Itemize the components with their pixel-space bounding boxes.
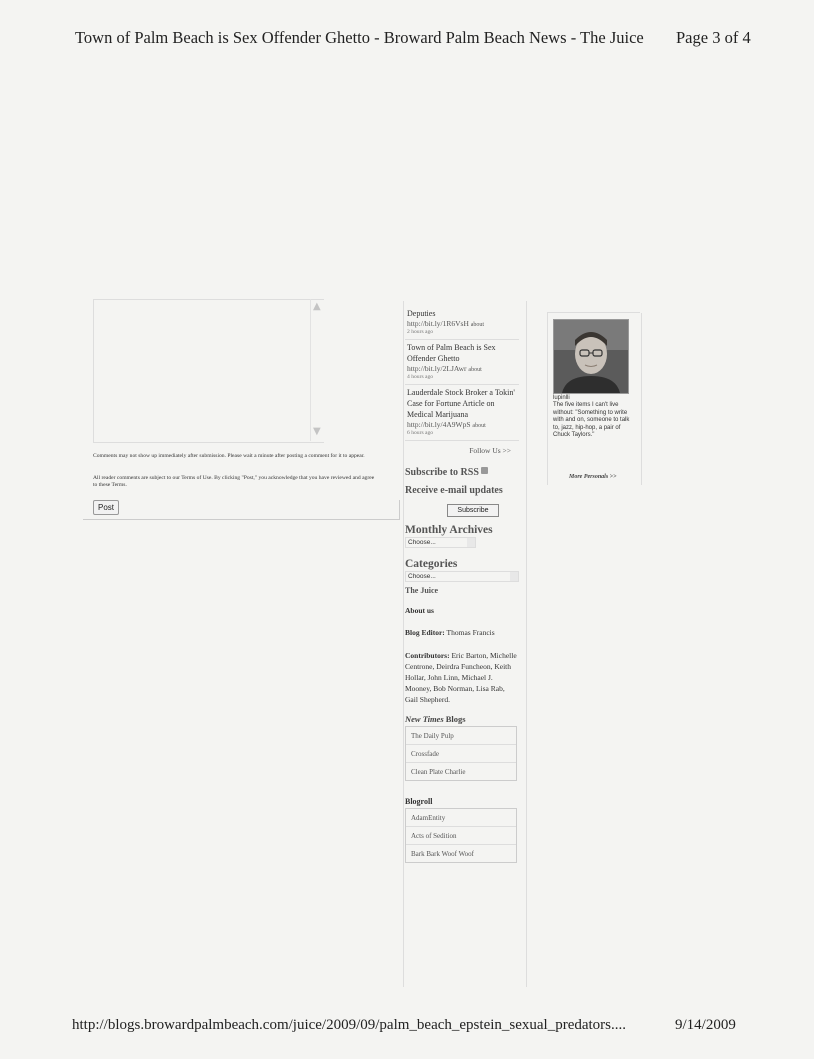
twitter-item-about: about <box>470 322 485 328</box>
twitter-item-link[interactable]: http://bit.ly/2LJAwr <box>407 364 467 373</box>
chevron-down-icon <box>467 538 475 547</box>
contributors-names: Eric Barton, Michelle Centrone, Deirdra Funcheon, Keith Hollar, John Linn, Michael J. Mooney, Bob Norman, Lisa Rab, Gail Shepherd. <box>405 651 517 704</box>
new-times-label: New Times <box>405 714 444 724</box>
follow-us-link[interactable]: Follow Us >> <box>469 446 511 455</box>
blog-editor-name: Thomas Francis <box>446 628 495 637</box>
rss-heading[interactable] <box>405 467 519 478</box>
post-button[interactable]: Post <box>93 500 119 515</box>
blogroll-heading: Blogroll <box>405 797 433 806</box>
divider <box>83 519 400 520</box>
sidebar <box>405 306 519 863</box>
twitter-item-about: about <box>472 423 486 429</box>
blogroll-link[interactable]: Acts of Sedition <box>406 827 516 845</box>
divider <box>399 500 400 520</box>
email-updates-heading: Receive e-mail updates <box>405 485 503 496</box>
blog-editor-label: Blog Editor: <box>405 628 445 637</box>
rss-icon <box>481 467 488 474</box>
twitter-item-time: 4 hours ago <box>407 374 434 380</box>
footer-date: 9/14/2009 <box>675 1017 736 1033</box>
twitter-item[interactable] <box>405 306 519 340</box>
sidebar-border <box>403 301 404 987</box>
twitter-item-time: 2 hours ago <box>407 329 434 335</box>
more-personals-link[interactable]: More Personals >> <box>569 474 617 480</box>
twitter-item-about: about <box>468 367 482 373</box>
twitter-item-title: Deputies <box>407 309 436 318</box>
the-juice-link[interactable]: The Juice <box>405 586 439 595</box>
personal-username[interactable]: lupinlli <box>553 395 570 401</box>
footer-url: http://blogs.browardpalmbeach.com/juice/2009/09/palm_beach_epstein_sexual_predators.... <box>72 1017 627 1033</box>
comment-scrollbar[interactable] <box>310 299 325 441</box>
archives-heading: Monthly Archives <box>405 524 493 536</box>
about-us-link[interactable]: About us <box>405 606 434 615</box>
twitter-item[interactable] <box>405 340 519 385</box>
personal-description: The five items I can't live without: "Something to write with and on, someone to talk to, jazz, hip-hop, a pair of Chuck Taylors." <box>553 402 630 438</box>
new-times-blogs-heading <box>405 714 519 724</box>
terms-note: All reader comments are subject to our Terms of Use. By clicking "Post," you acknowledge that you have reviewed and agree to these Terms. <box>93 475 375 488</box>
personal-photo[interactable] <box>553 319 629 394</box>
scroll-down-icon[interactable]: ▼ <box>313 426 321 437</box>
twitter-item-link[interactable]: http://bit.ly/1R6VsH <box>407 319 469 328</box>
twitter-item-title: Town of Palm Beach is Sex Offender Ghetto <box>407 343 496 363</box>
archives-select[interactable] <box>405 537 476 548</box>
blogroll-link[interactable]: AdamEntity <box>406 809 516 827</box>
blog-link[interactable]: Crossfade <box>406 745 516 763</box>
comment-delay-note: Comments may not show up immediately after submission. Please wait a minute after posting a comment for it to appear. <box>93 453 365 459</box>
archives-select-value: Choose... <box>408 539 436 546</box>
twitter-item-time: 6 hours ago <box>407 430 434 436</box>
blogroll-link[interactable]: Bark Bark Woof Woof <box>411 850 474 858</box>
sidebar-border <box>526 301 527 987</box>
rss-label: Subscribe to RSS <box>405 467 479 478</box>
blogs-label: Blogs <box>445 714 466 724</box>
contributors <box>405 650 519 705</box>
scroll-up-icon[interactable]: ▲ <box>313 301 321 312</box>
categories-select-value: Choose... <box>408 573 436 580</box>
new-times-blogs-list <box>405 726 517 781</box>
person-photo-image <box>554 320 628 393</box>
categories-select[interactable] <box>405 571 519 582</box>
blogroll-list <box>405 808 517 863</box>
blog-editor <box>405 627 519 638</box>
contributors-label: Contributors: <box>405 651 450 660</box>
twitter-item-title: Lauderdale Stock Broker a Tokin' Case for Fortune Article on Medical Marijuana <box>407 388 515 419</box>
categories-heading: Categories <box>405 558 458 570</box>
blog-link[interactable]: Clean Plate Charlie <box>411 768 466 776</box>
subscribe-button[interactable]: Subscribe <box>447 504 499 517</box>
blog-link[interactable]: The Daily Pulp <box>406 727 516 745</box>
page-number: Page 3 of 4 <box>676 28 751 47</box>
chevron-down-icon <box>510 572 518 581</box>
comment-textarea[interactable] <box>93 299 324 443</box>
twitter-item[interactable] <box>405 385 519 441</box>
twitter-item-link[interactable]: http://bit.ly/4A9WpS <box>407 420 471 429</box>
document-title: Town of Palm Beach is Sex Offender Ghetto - Broward Palm Beach News - The Juice <box>75 28 644 47</box>
